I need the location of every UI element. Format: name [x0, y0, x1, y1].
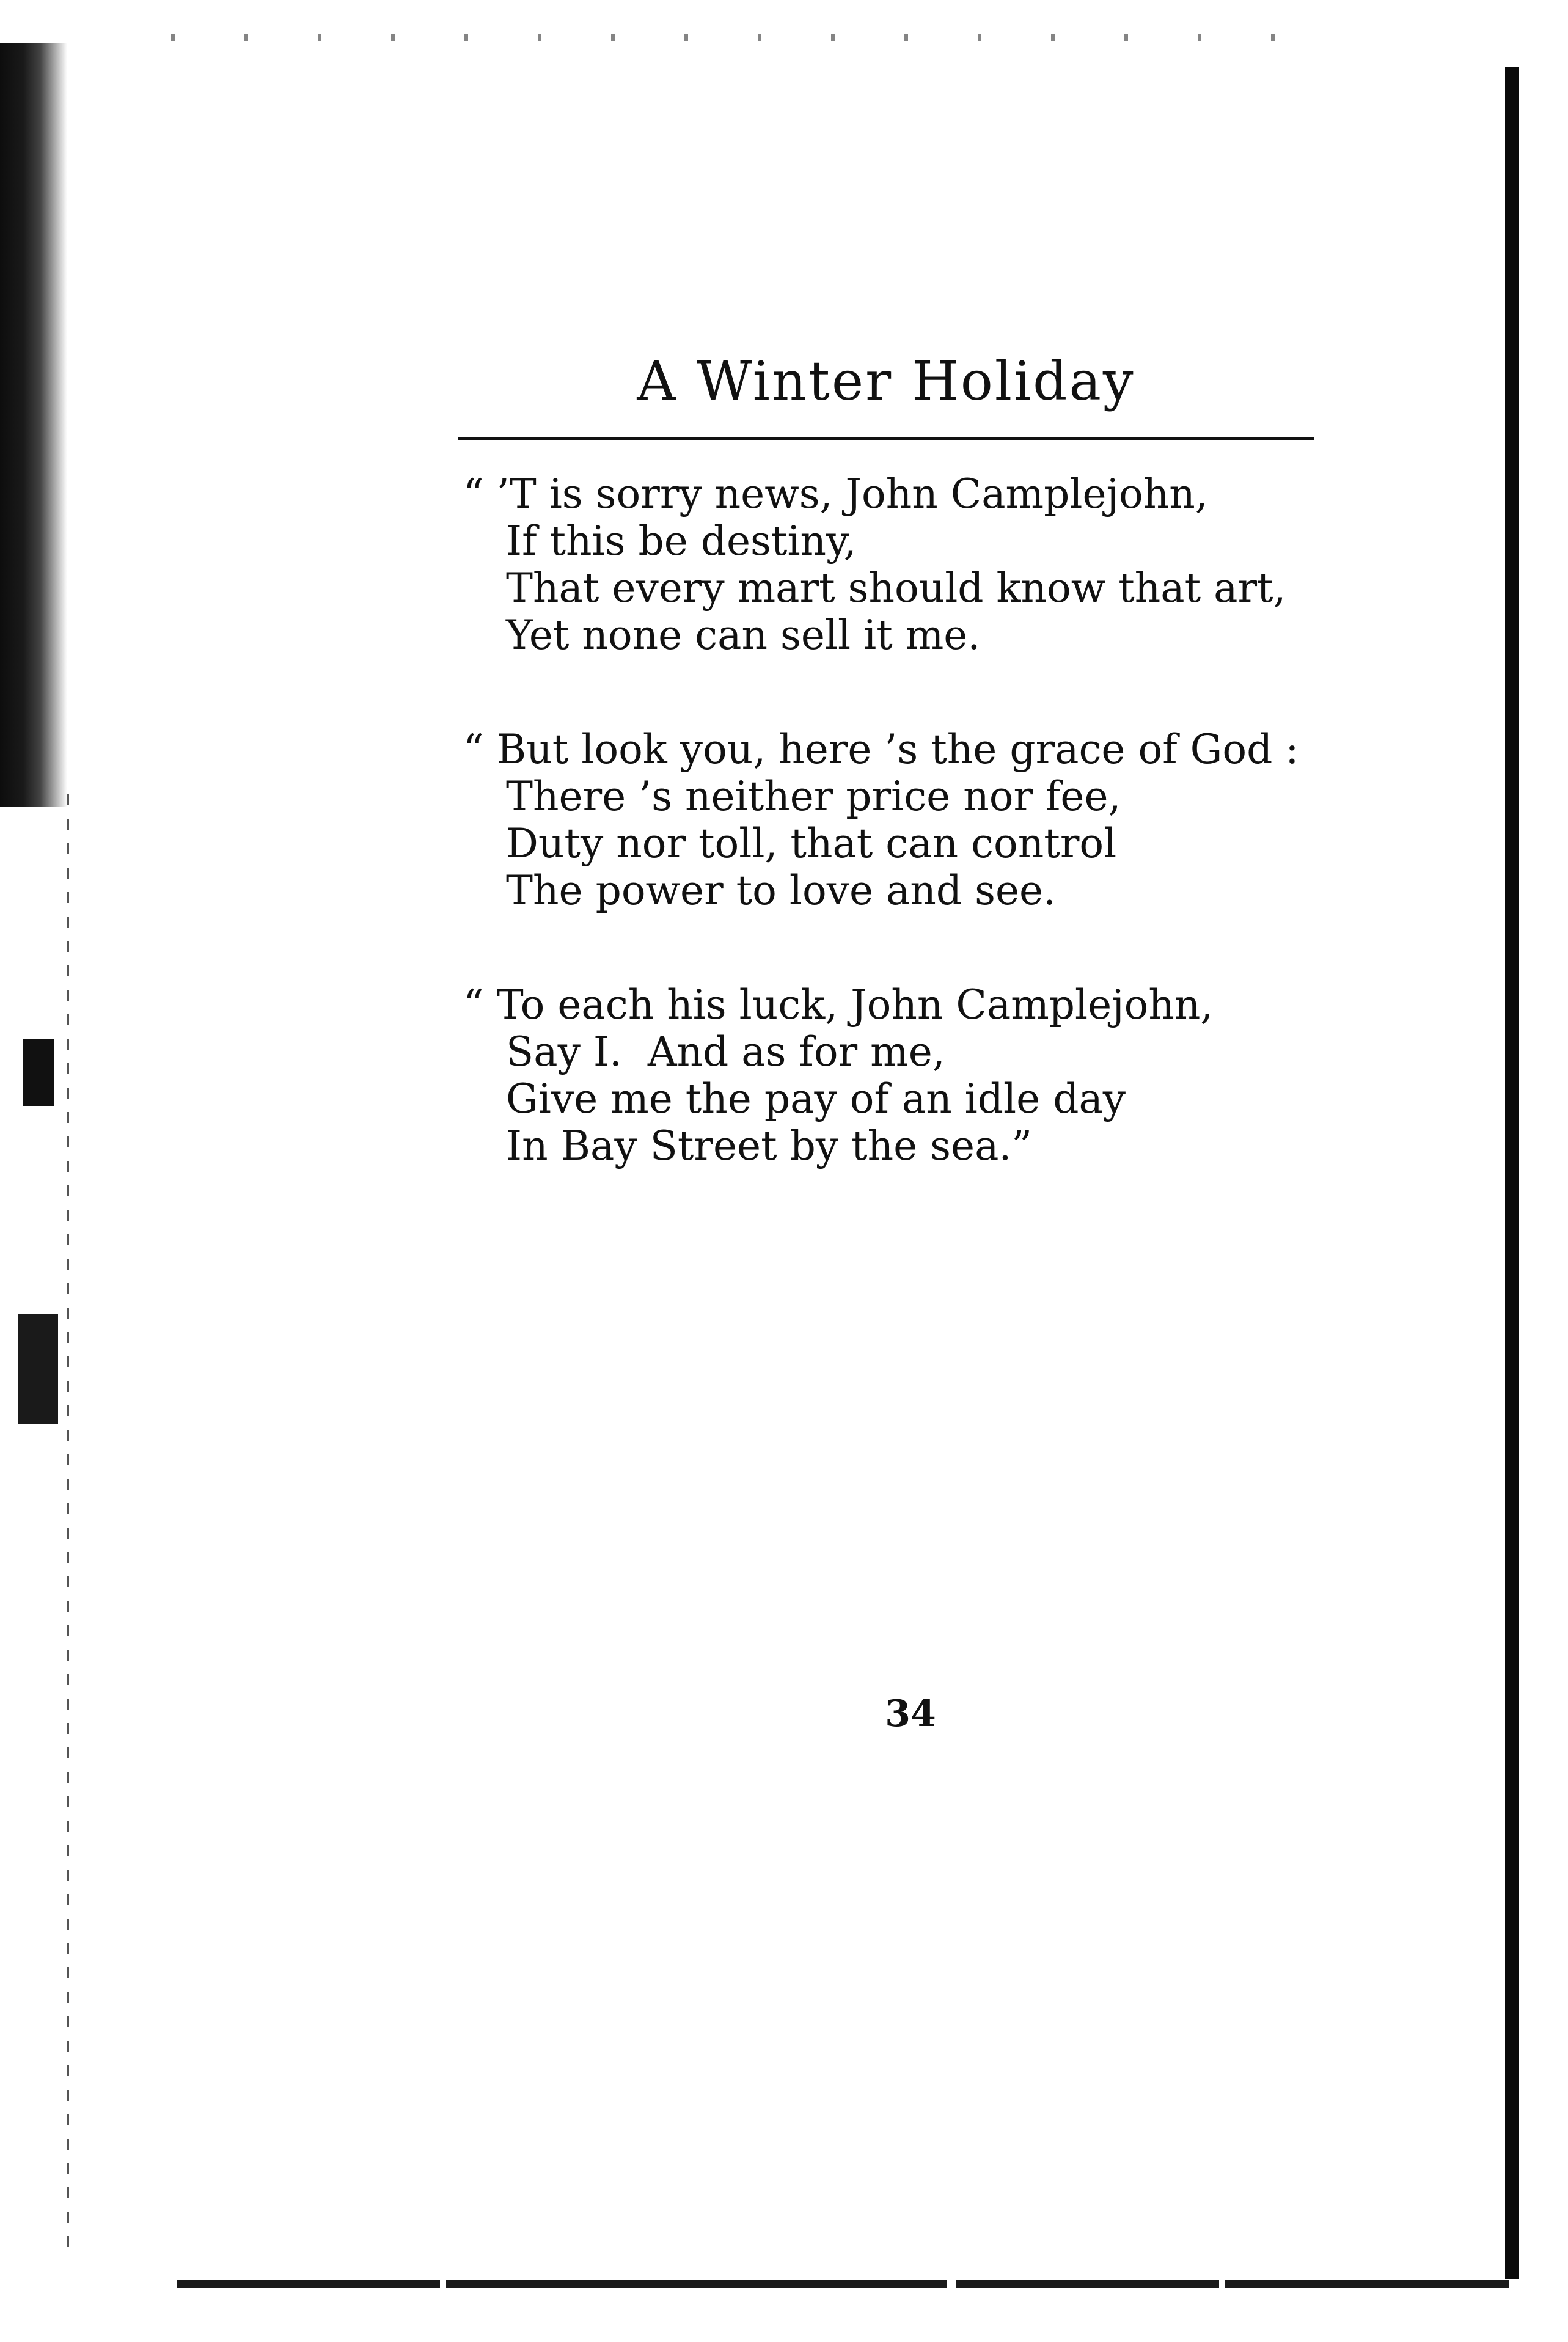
- poem-line: “ ’T is sorry news, John Camplejohn,: [463, 470, 1208, 518]
- header-rule: [458, 437, 1314, 440]
- running-title: A Winter Holiday: [637, 349, 1135, 412]
- scan-page-edge-right: [1505, 67, 1519, 2279]
- poem-line: In Bay Street by the sea.”: [506, 1122, 1033, 1169]
- running-header: [458, 349, 1314, 412]
- poem-line: Duty nor toll, that can control: [506, 820, 1117, 867]
- scan-gutter-shadow: [0, 43, 67, 807]
- poem-line: “ But look you, here ’s the grace of God :: [463, 726, 1299, 773]
- scan-gutter-mark: [18, 1314, 58, 1424]
- poem-line: The power to love and see.: [506, 867, 1057, 914]
- page-number: 34: [885, 1692, 936, 1735]
- poem-line: There ’s neither price nor fee,: [506, 773, 1121, 820]
- scan-gutter-edge: [67, 794, 69, 2261]
- scan-page-edge-bottom: [177, 2280, 1509, 2288]
- poem-line: If this be destiny,: [506, 518, 857, 565]
- stanza: [463, 470, 1380, 659]
- scan-specks: [171, 34, 1308, 41]
- poem-line: Yet none can sell it me.: [506, 612, 981, 659]
- poem-line: “ To each his luck, John Camplejohn,: [463, 981, 1214, 1028]
- stanza: [463, 981, 1380, 1169]
- poem-line: Give me the pay of an idle day: [506, 1075, 1126, 1122]
- stanza: [463, 726, 1380, 914]
- scan-gutter-mark: [23, 1039, 54, 1106]
- poem-body: [463, 470, 1380, 1237]
- poem-line: Say I. And as for me,: [506, 1028, 945, 1075]
- poem-line: That every mart should know that art,: [506, 565, 1286, 612]
